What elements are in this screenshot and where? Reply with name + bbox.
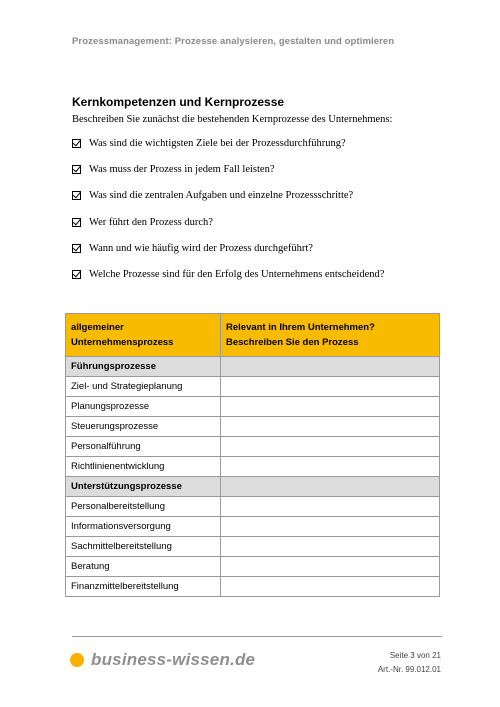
question-text: Wann und wie häufig wird der Prozess durchgeführt? bbox=[89, 242, 313, 254]
description-cell[interactable] bbox=[221, 357, 440, 377]
description-cell[interactable] bbox=[221, 437, 440, 457]
description-cell[interactable] bbox=[221, 417, 440, 437]
process-label: Steuerungsprozesse bbox=[66, 417, 221, 437]
running-header: Prozessmanagement: Prozesse analysieren, gestalten und optimieren bbox=[72, 36, 395, 47]
section-title: Kernkompetenzen und Kernprozesse bbox=[72, 95, 285, 109]
question-text: Welche Prozesse sind für den Erfolg des Unternehmens entscheidend? bbox=[89, 268, 385, 280]
checked-box-icon bbox=[72, 244, 81, 253]
table-header-row bbox=[66, 314, 440, 357]
checked-box-icon bbox=[72, 218, 81, 227]
table-row bbox=[66, 437, 440, 457]
question-item bbox=[72, 164, 384, 190]
table-group-row bbox=[66, 477, 440, 497]
description-cell[interactable] bbox=[221, 377, 440, 397]
process-label: Informationsversorgung bbox=[66, 517, 221, 537]
column-header-process: allgemeiner Unternehmensprozess bbox=[66, 314, 221, 357]
description-cell[interactable] bbox=[221, 457, 440, 477]
description-cell[interactable] bbox=[221, 577, 440, 597]
question-item bbox=[72, 217, 384, 243]
footer-divider bbox=[72, 636, 442, 637]
checked-box-icon bbox=[72, 191, 81, 200]
table-group-row bbox=[66, 357, 440, 377]
table-row bbox=[66, 537, 440, 557]
question-text: Was sind die wichtigsten Ziele bei der Prozessdurchführung? bbox=[89, 138, 346, 149]
question-text: Was muss der Prozess in jedem Fall leisten? bbox=[89, 164, 275, 176]
process-label: Richtlinienentwicklung bbox=[66, 457, 221, 477]
description-cell[interactable] bbox=[221, 497, 440, 517]
table-row bbox=[66, 457, 440, 477]
table-row bbox=[66, 557, 440, 577]
question-item bbox=[72, 190, 384, 216]
description-cell[interactable] bbox=[221, 477, 440, 497]
logo-text: business-wissen.de bbox=[91, 650, 256, 669]
checked-box-icon bbox=[72, 165, 81, 174]
question-item bbox=[72, 138, 384, 164]
checked-box-icon bbox=[72, 270, 81, 279]
table-row bbox=[66, 397, 440, 417]
table-row bbox=[66, 377, 440, 397]
checked-box-icon bbox=[72, 139, 81, 148]
question-list bbox=[72, 138, 384, 295]
logo-dot-icon bbox=[70, 653, 84, 667]
description-cell[interactable] bbox=[221, 397, 440, 417]
description-cell[interactable] bbox=[221, 517, 440, 537]
brand-logo bbox=[70, 650, 255, 670]
page-info bbox=[378, 649, 441, 677]
description-cell[interactable] bbox=[221, 557, 440, 577]
table-row bbox=[66, 517, 440, 537]
process-label: Unterstützungsprozesse bbox=[66, 477, 221, 497]
question-text: Wer führt den Prozess durch? bbox=[89, 216, 213, 228]
process-label: Planungsprozesse bbox=[66, 397, 221, 417]
question-item bbox=[72, 269, 384, 295]
column-header-relevance-line1: Relevant in Ihrem Unternehmen? bbox=[226, 322, 375, 333]
table-row bbox=[66, 577, 440, 597]
table-row bbox=[66, 497, 440, 517]
process-label: Personalführung bbox=[66, 437, 221, 457]
question-item bbox=[72, 243, 384, 269]
page-number: Seite 3 von 21 bbox=[389, 651, 441, 660]
table-row bbox=[66, 417, 440, 437]
article-number: Art.-Nr. 99.012.01 bbox=[377, 665, 441, 674]
process-label: Ziel- und Strategieplanung bbox=[66, 377, 221, 397]
process-label: Sachmittelbereitstellung bbox=[66, 537, 221, 557]
question-text: Was sind die zentralen Aufgaben und einzelne Prozessschritte? bbox=[89, 190, 354, 202]
column-header-relevance bbox=[221, 314, 440, 357]
intro-text: Beschreiben Sie zunächst die bestehenden Kernprozesse des Unternehmens: bbox=[72, 114, 393, 125]
process-label: Finanzmittelbereitstellung bbox=[66, 577, 221, 597]
process-label: Führungsprozesse bbox=[66, 357, 221, 377]
process-label: Beratung bbox=[66, 557, 221, 577]
column-header-relevance-line2: Beschreiben Sie den Prozess bbox=[226, 337, 359, 348]
description-cell[interactable] bbox=[221, 537, 440, 557]
process-label: Personalbereitstellung bbox=[66, 497, 221, 517]
process-table bbox=[65, 313, 440, 597]
